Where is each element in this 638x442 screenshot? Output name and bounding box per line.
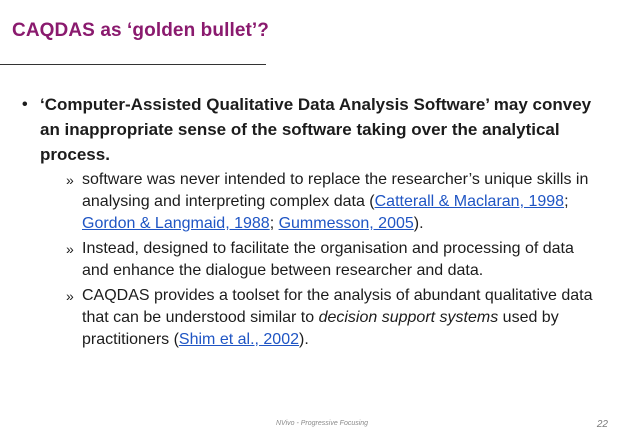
sub-bullet-list [66, 169, 602, 351]
main-bullet [22, 92, 602, 167]
sub-bullet-marker: » [66, 241, 74, 257]
citation-link-gummesson[interactable]: Gummesson, 2005 [278, 215, 414, 232]
sub-bullet-text [82, 169, 602, 235]
footer-text: NVivo - Progressive Focusing [276, 420, 369, 427]
sub-bullet-text-part: CAQDAS provides a toolset for the analysis of abundant qualitative data that can be understood similar to [82, 287, 593, 326]
bullet-marker: • [22, 96, 28, 113]
sub-bullet [66, 285, 602, 351]
citation-separator: ; [269, 215, 279, 232]
citation-separator: ; [564, 193, 569, 210]
citation-link-gordon[interactable]: Gordon & Langmaid, 1988 [82, 215, 270, 232]
emphasis-text: decision support systems [318, 309, 499, 326]
slide-footer [0, 420, 638, 436]
main-bullet-text: ‘Computer-Assisted Qualitative Data Analysis Software’ may convey an inappropriate sense of the software taking over the analytical process. [40, 95, 592, 164]
sub-bullet [66, 169, 602, 235]
page-number: 22 [596, 419, 608, 430]
citation-link-shim[interactable]: Shim et al., 2002 [178, 331, 299, 348]
slide-content [22, 92, 602, 354]
sub-bullet-text-part: software was never intended to replace the researcher’s unique skills in analysing and interpreting complex data ( [82, 171, 589, 210]
sub-bullet [66, 238, 602, 282]
sub-bullet-marker: » [66, 288, 74, 304]
citation-link-catterall[interactable]: Catterall & Maclaran, 1998 [374, 193, 565, 210]
sub-bullet-text: Instead, designed to facilitate the organisation and processing of data and enhance the dialogue between researcher and data. [82, 240, 574, 279]
title-divider [0, 64, 266, 65]
sub-bullet-text-part: ). [413, 215, 424, 232]
sub-bullet-text-part: ). [299, 331, 309, 348]
sub-bullet-text-part: used by practitioners ( [82, 309, 559, 348]
sub-bullet-text [82, 285, 602, 351]
sub-bullet-marker: » [66, 172, 74, 188]
slide-title: CAQDAS as ‘golden bullet’? [12, 20, 270, 41]
